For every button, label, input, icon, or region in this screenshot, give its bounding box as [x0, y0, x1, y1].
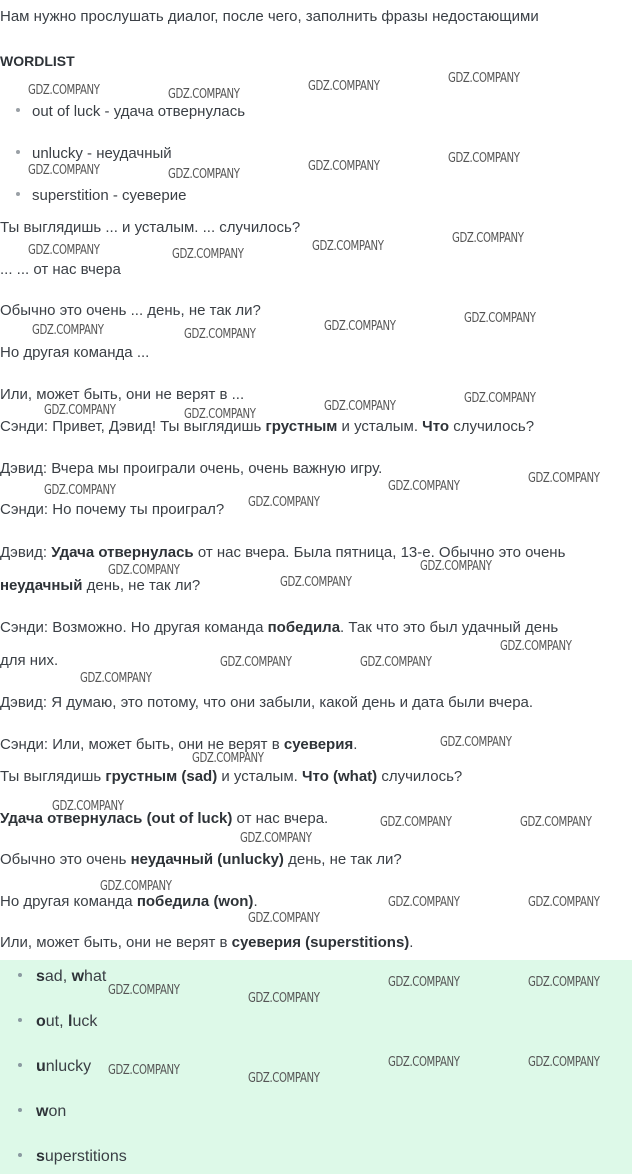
watermark: GDZ.COMPANY — [280, 575, 352, 590]
answer-item: superstitions — [18, 1148, 127, 1166]
watermark: GDZ.COMPANY — [248, 1071, 320, 1086]
watermark: GDZ.COMPANY — [528, 975, 600, 990]
watermark: GDZ.COMPANY — [248, 991, 320, 1006]
watermark: GDZ.COMPANY — [528, 471, 600, 486]
answer-item: sad, what — [18, 968, 106, 986]
watermark: GDZ.COMPANY — [28, 163, 100, 178]
dialog-line-cont: для них. — [0, 652, 59, 669]
bullet-icon — [18, 1063, 22, 1067]
watermark: GDZ.COMPANY — [440, 735, 512, 750]
watermark: GDZ.COMPANY — [240, 831, 312, 846]
bullet-icon — [18, 1018, 22, 1022]
dialog-line: Дэвид: Вчера мы проиграли очень, очень важную игру. — [0, 460, 383, 477]
dialog-line: Дэвид: Я думаю, это потому, что они забыли, какой день и дата были вчера. — [0, 694, 534, 711]
dialog-line: Сэнди: Привет, Дэвид! Ты выглядишь грустным и усталым. Что случилось? — [0, 418, 535, 435]
watermark: GDZ.COMPANY — [220, 655, 292, 670]
bullet-icon — [16, 150, 20, 154]
watermark: GDZ.COMPANY — [108, 563, 180, 578]
bullet-icon — [18, 1153, 22, 1157]
phrase-2: ... ... от нас вчера — [0, 261, 121, 278]
bullet-icon — [16, 108, 20, 112]
watermark: GDZ.COMPANY — [308, 79, 380, 94]
watermark: GDZ.COMPANY — [448, 151, 520, 166]
bullet-icon — [18, 1108, 22, 1112]
answer-phrase-3: Обычно это очень неудачный (unlucky) день, не так ли? — [0, 851, 402, 868]
answer-phrase-4: Но другая команда победила (won). — [0, 893, 258, 910]
watermark: GDZ.COMPANY — [108, 1063, 180, 1078]
watermark: GDZ.COMPANY — [248, 911, 320, 926]
watermark: GDZ.COMPANY — [80, 671, 152, 686]
watermark: GDZ.COMPANY — [388, 975, 460, 990]
watermark: GDZ.COMPANY — [108, 983, 180, 998]
watermark: GDZ.COMPANY — [172, 247, 244, 262]
phrase-1: Ты выглядишь ... и усталым. ... случилось? — [0, 219, 301, 236]
bullet-icon — [18, 973, 22, 977]
watermark: GDZ.COMPANY — [32, 323, 104, 338]
dialog-line: Сэнди: Но почему ты проиграл? — [0, 501, 225, 518]
watermark: GDZ.COMPANY — [184, 407, 256, 422]
watermark: GDZ.COMPANY — [420, 559, 492, 574]
phrase-5: Или, может быть, они не верят в ... — [0, 386, 245, 403]
watermark: GDZ.COMPANY — [192, 751, 264, 766]
watermark: GDZ.COMPANY — [28, 243, 100, 258]
wordlist-item-label: superstition - суеверие — [32, 187, 187, 204]
phrase-3: Обычно это очень ... день, не так ли? — [0, 302, 261, 319]
watermark: GDZ.COMPANY — [360, 655, 432, 670]
watermark: GDZ.COMPANY — [308, 159, 380, 174]
answer-item: out, luck — [18, 1013, 97, 1031]
watermark: GDZ.COMPANY — [324, 319, 396, 334]
watermark: GDZ.COMPANY — [312, 239, 384, 254]
watermark: GDZ.COMPANY — [520, 815, 592, 830]
answer-item: won — [18, 1103, 66, 1121]
cut-line — [0, 41, 632, 47]
wordlist-item — [16, 145, 172, 162]
dialog-line: Сэнди: Возможно. Но другая команда победила. Так что это был удачный день — [0, 619, 559, 636]
bullet-icon — [16, 192, 20, 196]
watermark: GDZ.COMPANY — [184, 327, 256, 342]
watermark: GDZ.COMPANY — [52, 799, 124, 814]
watermark: GDZ.COMPANY — [380, 815, 452, 830]
watermark: GDZ.COMPANY — [168, 87, 240, 102]
dialog-line: Дэвид: Удача отвернулась от нас вчера. Была пятница, 13-е. Обычно это очень — [0, 544, 566, 561]
watermark: GDZ.COMPANY — [528, 1055, 600, 1070]
watermark: GDZ.COMPANY — [248, 495, 320, 510]
watermark: GDZ.COMPANY — [28, 83, 100, 98]
dialog-line: Сэнди: Или, может быть, они не верят в суеверия. — [0, 736, 358, 753]
watermark: GDZ.COMPANY — [44, 403, 116, 418]
watermark: GDZ.COMPANY — [464, 311, 536, 326]
watermark: GDZ.COMPANY — [448, 71, 520, 86]
answer-phrase-5: Или, может быть, они не верят в суеверия (superstitions). — [0, 934, 414, 951]
watermark: GDZ.COMPANY — [452, 231, 524, 246]
wordlist-title: WORDLIST — [0, 53, 75, 69]
watermark: GDZ.COMPANY — [388, 895, 460, 910]
watermark: GDZ.COMPANY — [500, 639, 572, 654]
intro-text: Нам нужно прослушать диалог, после чего, заполнить фразы недостающими — [0, 8, 539, 25]
phrase-4: Но другая команда ... — [0, 344, 150, 361]
answer-item: unlucky — [18, 1058, 91, 1076]
wordlist-item — [16, 103, 245, 120]
watermark: GDZ.COMPANY — [44, 483, 116, 498]
wordlist-item-label: out of luck - удача отвернулась — [32, 103, 246, 120]
watermark: GDZ.COMPANY — [528, 895, 600, 910]
answer-phrase-1: Ты выглядишь грустным (sad) и усталым. Что (what) случилось? — [0, 768, 463, 785]
wordlist-item — [16, 187, 186, 204]
watermark: GDZ.COMPANY — [168, 167, 240, 182]
answer-phrase-2: Удача отвернулась (out of luck) от нас вчера. — [0, 810, 329, 827]
wordlist-item-label: unlucky - неудачный — [32, 145, 172, 162]
watermark: GDZ.COMPANY — [388, 479, 460, 494]
watermark: GDZ.COMPANY — [324, 399, 396, 414]
watermark: GDZ.COMPANY — [100, 879, 172, 894]
watermark: GDZ.COMPANY — [388, 1055, 460, 1070]
dialog-line-cont: неудачный день, не так ли? — [0, 577, 201, 594]
watermark: GDZ.COMPANY — [464, 391, 536, 406]
